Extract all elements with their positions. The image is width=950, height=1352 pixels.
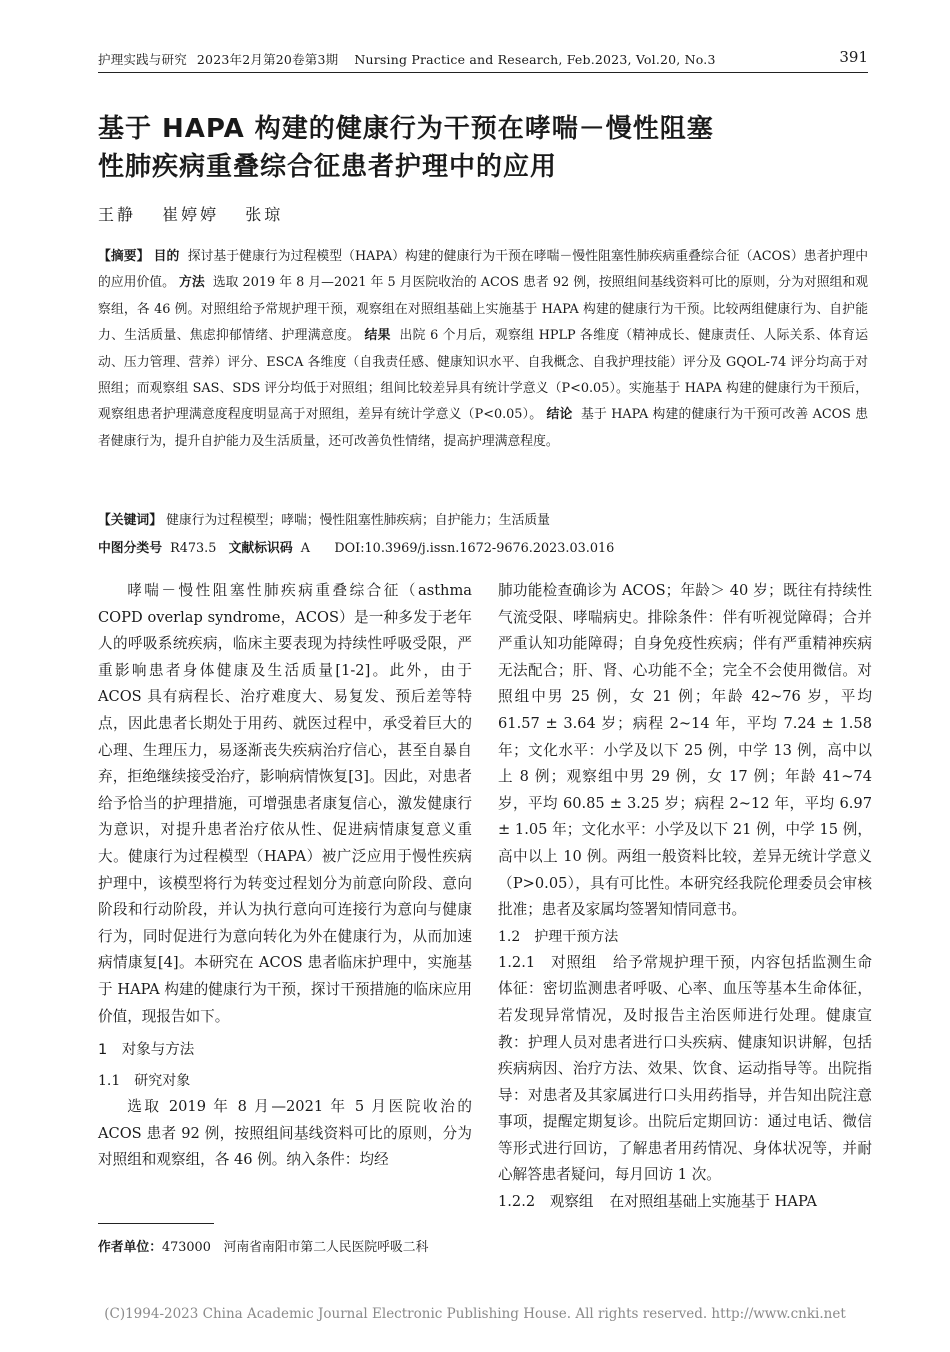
methods-text: 选取 2019 年 8 月—2021 年 5 月医院收治的 ACOS 患者 92 例，按照组间基线资料可比的原则，分为对照组和观察组，各 46 例。对照组给予常规护理干预，观察组在对照组基础上实施基于 HAPA 构建的健康行为干预。比较两组健康行为、自护能力、生活质量、焦虑抑郁情绪、护理满意度。	[98, 275, 868, 344]
results-label: 结果	[364, 328, 391, 344]
copyright-notice: (C)1994-2023 China Academic Journal Electronic Publishing House. All rights reserved. http://www.cnki.net	[104, 1306, 846, 1322]
section-heading: 1 对象与方法	[98, 1042, 195, 1059]
intro-paragraph: 哮喘－慢性阻塞性肺疾病重叠综合征（asthma COPD overlap syndrome，ACOS）是一种多发于老年人的呼吸系统疾病，临床主要表现为持续性呼吸受限，严重影响患者身体健康及生活质量[1-2]。此外，由于 ACOS 具有病程长、治疗难度大、易复发、预后差等特点，因此患者长期处于用药、就医过程中，承受着巨大的心理、生理压力，易逐渐丧失疾病治疗信心，甚至自暴自弃，拒绝继续接受治疗，影响病情恢复[3]。因此，对患者给予恰当的护理措施，可增强患者康复信心，激发健康行为意识，对提升患者治疗依从性、促进病情康复意义重大。健康行为过程模型（HAPA）被广泛应用于慢性疾病护理中，该模型将行为转变过程划分为前意向阶段、意向阶段和行动阶段，并认为执行意向可连接行为意向与健康行为，同时促进行为意向转化为外在健康行为，从而加速病情康复[4]。本研究在 ACOS 患者临床护理中，实施基于 HAPA 构建的健康行为干预，探讨干预措施的临床应用价值，现报告如下。	[98, 582, 472, 1025]
header-rule	[98, 72, 868, 73]
objective-text: 探讨基于健康行为过程模型（HAPA）构建的健康行为干预在哮喘－慢性阻塞性肺疾病重叠综合征（ACOS）患者护理中的应用价值。	[98, 249, 869, 291]
clc-label: 中图分类号	[98, 541, 162, 556]
footnote-rule	[98, 1223, 214, 1224]
author-name: 张琼	[245, 205, 284, 224]
continued-paragraph: 肺功能检查确诊为 ACOS；年龄＞ 40 岁；既往有持续性气流受限、哮喘病史。排除条件：伴有听视觉障碍；合并严重认知功能障碍；自身免疫性疾病；伴有严重精神疾病无法配合；肝、肾、心功能不全；完全不会使用微信。对照组中男 25 例，女 21 例；年龄 42~76 岁，平均 61.57 ± 3.64 岁；病程 2~14 年，平均 7.24 ± 1.58 年；文化水平：小学及以下 25 例，中学 13 例，高中以上 8 例；观察组中男 29 例，女 17 例；年龄 41~74 岁，平均 60.85 ± 3.25 岁；病程 2~12 年，平均 6.97 ± 1.05 年；文化水平：小学及以下 21 例，中学 15 例，高中以上 10 例。两组一般资料比较，差异无统计学意义（P>0.05），具有可比性。本研究经我院伦理委员会审核批准；患者及家属均签署知情同意书。	[498, 582, 872, 919]
conclusion-text: 基于 HAPA 构建的健康行为干预可改善 ACOS 患者健康行为，提升自护能力及生活质量，还可改善负性情绪，提高护理满意程度。	[98, 407, 868, 449]
subsubsection-label: 1.2.1 对照组	[498, 953, 597, 971]
doi: DOI:10.3969/j.issn.1672-9676.2023.03.016	[334, 541, 615, 556]
abstract	[98, 244, 868, 455]
body-column-left	[98, 578, 472, 1174]
journal-name-en: Nursing Practice and Research, Feb.2023, Vol.20, No.3	[354, 52, 716, 67]
title-line-1: 基于 HAPA 构建的健康行为干预在哮喘－慢性阻塞	[98, 114, 714, 144]
affiliation-label: 作者单位：	[98, 1240, 162, 1255]
body-column-right	[498, 578, 872, 1216]
methods-label: 方法	[179, 275, 205, 291]
objective-label: 目的	[153, 249, 180, 264]
abstract-label: 【摘要】	[98, 249, 150, 264]
keywords-label: 【关键词】	[98, 513, 162, 528]
title-line-2: 性肺疾病重叠综合征患者护理中的应用	[98, 152, 558, 182]
author-name: 崔婷婷	[162, 205, 220, 224]
article-title	[98, 110, 858, 186]
subsubsection-label: 1.2.2 观察组	[498, 1193, 594, 1211]
issue-info-cn: 2023年2月第20卷第3期	[196, 52, 339, 67]
observation-group-text: 在对照组基础上实施基于 HAPA	[609, 1193, 817, 1211]
doc-code-value: A	[300, 541, 310, 556]
conclusion-label: 结论	[546, 407, 573, 423]
affiliation-text: 473000 河南省南阳市第二人民医院呼吸二科	[161, 1240, 429, 1255]
methods-paragraph: 选取 2019 年 8 月—2021 年 5 月医院收治的 ACOS 患者 92 例，按照组间基线资料可比的原则，分为对照组和观察组，各 46 例。纳入条件：均经	[98, 1098, 472, 1169]
author-affiliation	[98, 1236, 428, 1255]
running-header	[98, 50, 726, 68]
page-number: 391	[839, 48, 868, 66]
clc-value: R473.5	[170, 541, 217, 556]
observation-group-paragraph	[498, 1189, 872, 1216]
keywords-text: 健康行为过程模型；哮喘；慢性阻塞性肺疾病；自护能力；生活质量	[166, 513, 550, 528]
journal-name-cn: 护理实践与研究	[98, 52, 187, 67]
subsection-heading: 1.2 护理干预方法	[498, 928, 619, 945]
control-group-paragraph	[498, 950, 872, 1189]
results-text: 出院 6 个月后，观察组 HPLP 各维度（精神成长、健康责任、人际关系、体育运动、压力管理、营养）评分、ESCA 各维度（自我责任感、健康知识水平、自我概念、自我护理技能）评分及 GQOL-74 评分均高于对照组；而观察组 SAS、SDS 评分均低于对照组；组间比较差异具有统计学意义（P<0.05）。实施基于 HAPA 构建的健康行为干预后，观察组患者护理满意度程度明显高于对照组，差异有统计学意义（P<0.05）。	[98, 328, 869, 423]
control-group-text: 给予常规护理干预，内容包括监测生命体征：密切监测患者呼吸、心率、血压等基本生命体征，若发现异常情况，及时报告主治医师进行处理。健康宣教：护理人员对患者进行口头疾病、健康知识讲解，包括疾病病因、治疗方法、效果、饮食、运动指导等。出院指导：对患者及其家属进行口头用药指导，并告知出院注意事项，提醒定期复诊。出院后定期回访：通过电话、微信等形式进行回访，了解患者用药情况、身体状况等，并耐心解答患者疑问，每月回访 1 次。	[498, 953, 872, 1184]
subsection-heading: 1.1 研究对象	[98, 1073, 191, 1090]
keywords	[98, 510, 868, 532]
doc-code-label: 文献标识码	[228, 541, 293, 556]
author-list	[98, 202, 301, 225]
author-name: 王静	[98, 205, 137, 224]
classification-line	[98, 537, 868, 556]
